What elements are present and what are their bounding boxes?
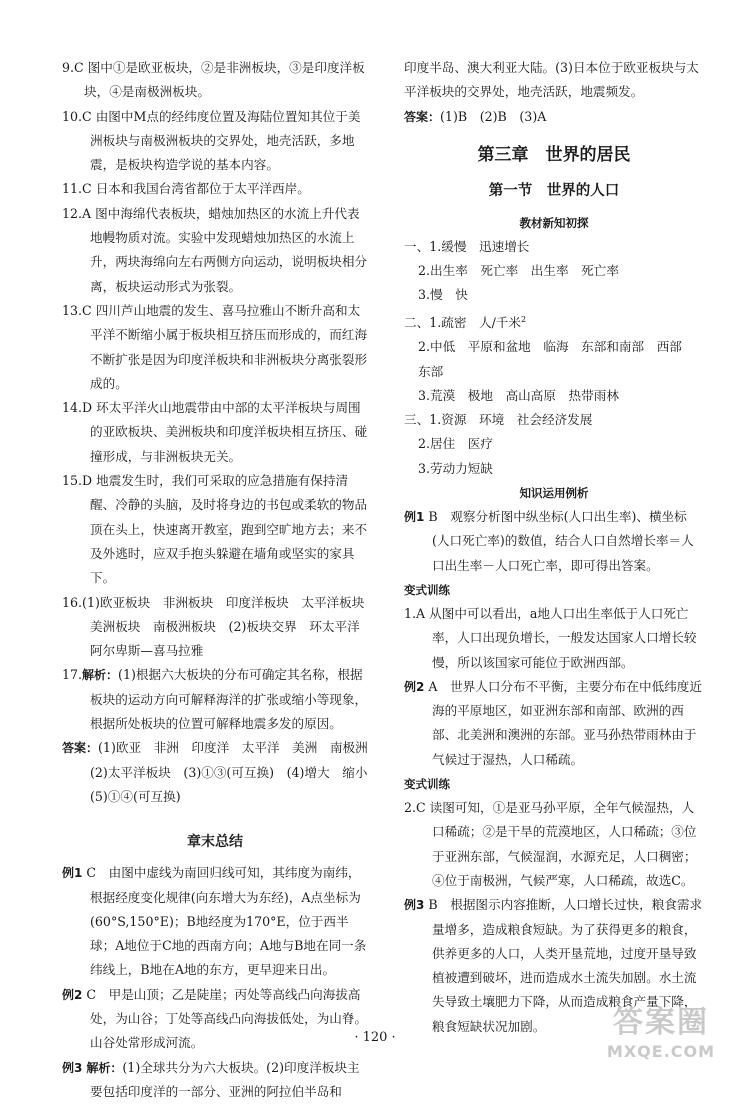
variant-training-heading: 变式训练: [404, 582, 450, 597]
subheading-applications: 知识运用例析: [519, 486, 589, 501]
knowledge-line: 二、1.疏密 人/千米$^2$: [404, 314, 527, 330]
answer-item: 11.C 日本和我国台湾省都位于太平洋西岸。: [62, 181, 310, 197]
answer-item: 16.(1)欧亚板块 非洲板块 印度洋板块 太平洋板块 美洲板块 南极洲板块 (2)板块交界 环太平洋 阿尔卑斯—喜马拉雅: [62, 594, 377, 659]
knowledge-line: 3.荒漠 极地 高山高原 热带雨林: [418, 387, 619, 403]
example-item: 例3 解析：(1)全球共分为六大板块。(2)印度洋板块主要包括印度洋的一部分、亚洲的阿拉伯半岛和: [62, 1059, 360, 1099]
variant-training-heading: 变式训练: [404, 777, 450, 792]
answer-17: 答案：(1)欧亚 非洲 印度洋 太平洋 美洲 南极洲 (2)太平洋板块 (3)①③(可互换) (4)增大 缩小 (5)①④(可互换): [62, 740, 381, 804]
answer-item: 12.A 图中海绵代表板块，蜡烛加热区的水流上升代表地幔物质对流。实验中发现蜡烛加热区的水流上升，两块海绵向左右两侧方向运动，说明板块相分离，板块运动形式为张裂。: [62, 205, 368, 294]
knowledge-line: 2.中低 平原和盆地 临海 东部和南部 西部 东部: [418, 339, 695, 379]
section-title: 第一节 世界的人口: [488, 182, 620, 199]
knowledge-line: 2.居住 医疗: [418, 436, 493, 452]
subheading-new-knowledge: 教材新知初探: [519, 215, 589, 230]
knowledge-line: 三、1.资源 环境 社会经济发展: [404, 412, 593, 428]
page-number: · 120 ·: [354, 1030, 396, 1045]
knowledge-line: 3.慢 快: [418, 287, 468, 303]
answer-item: 14.D 环太平洋火山地震带由中部的太平洋板块与周围的亚欧板块、美洲板块和印度洋板块相互挤压、碰撞形成，与非洲板块无关。: [62, 400, 368, 464]
watermark-logo: [586, 1004, 736, 1070]
answer-item: 17.解析：(1)根据六大板块的分布可确定其名称，根据板块的运动方向可解释海洋的扩张或缩小等现象，根据所处板块的位置可解释地震多发的原因。: [62, 667, 368, 732]
example-item: 例2 A 世界人口分布不平衡，主要分布在中低纬度近海的平原地区，如亚洲东部和南部、欧洲的西部、北美洲和澳洲的东部。亚马孙热带雨林由于气候过于湿热，人口稀疏。: [404, 678, 702, 767]
knowledge-line: 2.出生率 死亡率 出生率 死亡率: [418, 263, 619, 279]
knowledge-line: 3.劳动力短缺: [418, 460, 493, 476]
answer-item: 9.C 图中①是欧亚板块，②是非洲板块，③是印度洋板块，④是南极洲板块。: [62, 60, 365, 100]
example-item: 例1 B 观察分析图中纵坐标(人口出生率)、横坐标(人口死亡率)的数值，结合人口自然增长率＝人口出生率－人口死亡率，即可得出答案。: [404, 509, 694, 573]
answer-item: 15.D 地震发生时，我们可采取的应急措施有保持清醒、冷静的头脑，及时将身边的书包或柔软的物品顶在头上，快速离开教室，跑到空旷地方去；来不及外逃时，应双手抱头躲避在墙角或坚实的家具下。: [62, 473, 368, 586]
watermark-text: 答案圈: [613, 1005, 709, 1040]
example-item: 例3 B 根据图示内容推断，人口增长过快，粮食需求量增多，造成粮食短缺。为了获得更多的粮食，供养更多的人口，人类开垦荒地，过度开垦导致植被遭到破坏，进而造成水土流失加剧。水土流失导致土壤肥力下降，从而造成粮食产量下降，粮食短缺状况加剧。: [404, 897, 703, 1034]
continued-text: 印度半岛、澳大利亚大陆。(3)日本位于欧亚板块与太平洋板块的交界处，地壳活跃，地震频发。: [404, 60, 699, 100]
answer-item: 10.C 由图中M点的经纬度位置及海陆位置知其位于美洲板块与南极洲板块的交界处，地壳活跃，多地震，是板块构造学说的基本内容。: [62, 108, 361, 173]
continued-answer: 答案：(1)B (2)B (3)A: [404, 108, 547, 124]
variant-item: 2.C 读图可知，①是亚马孙平原，全年气候湿热，人口稀疏；②是干旱的荒漠地区，人口稀疏；③位于亚洲东部，气候湿润，水源充足，人口稠密；④位于南极洲，气候严寒，人口稀疏，故选C。: [404, 800, 697, 888]
chapter-summary-title: 章末总结: [187, 834, 243, 851]
chapter-title: 第三章 世界的居民: [477, 144, 631, 165]
variant-item: 1.A 从图中可以看出，a地人口出生率低于人口死亡率，人口出现负增长，一般发达国家人口增长较慢，所以该国家可能位于欧洲西部。: [404, 605, 697, 670]
watermark-url: MXQE.COM: [606, 1042, 716, 1061]
knowledge-line: 一、1.缓慢 迅速增长: [404, 238, 530, 254]
example-item: 例2 C 甲是山顶；乙是陡崖；丙处等高线凸向海拔高处，为山谷；丁处等高线凸向海拔低处，为山脊。山谷处常形成河流。: [62, 986, 368, 1051]
example-item: 例1 C 由图中虚线为南回归线可知，其纬度为南纬，根据经度变化规律(向东增大为东经)，A点坐标为(60°S,150°E)；B地经度为170°E，位于西半球；A地位于C地的西南方向；A地与B地在同一条纬线上，B地在A地的东方，更早迎来日出。: [62, 865, 367, 978]
right-column: [404, 56, 704, 1039]
answer-item: 13.C 四川芦山地震的发生、喜马拉雅山不断升高和太平洋不断缩小属于板块相互挤压而形成的，而红海不断扩张是因为印度洋板块和非洲板块分离张裂形成的。: [62, 302, 368, 391]
